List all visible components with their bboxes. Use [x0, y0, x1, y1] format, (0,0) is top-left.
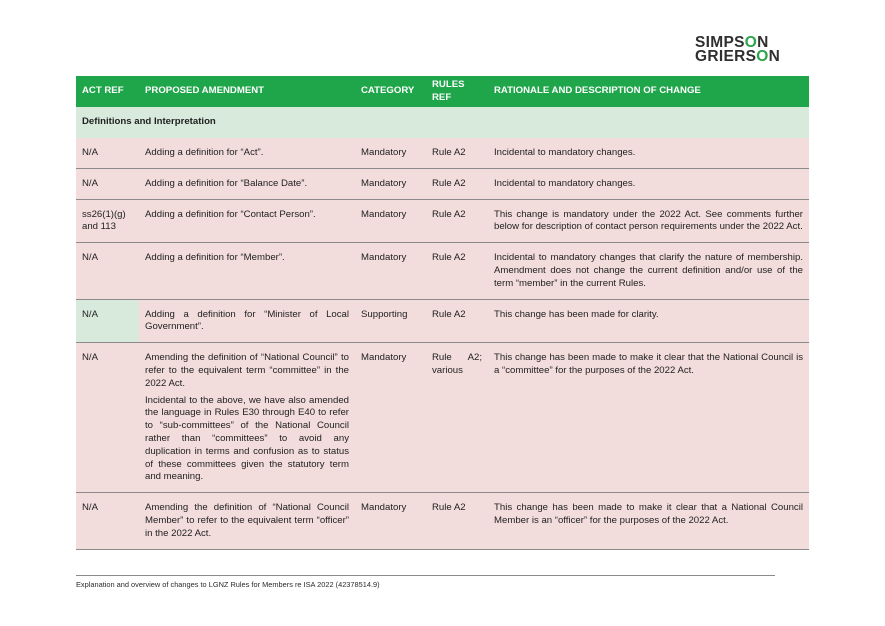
amendment-cell [139, 343, 355, 493]
amendment-cell: Amending the definition of “National Council Member” to refer to the equivalent term “officer” in the 2022 Act. [139, 493, 355, 549]
category-cell: Mandatory [355, 493, 426, 549]
section-title: Definitions and Interpretation [76, 107, 809, 138]
rationale-cell: Incidental to mandatory changes. [488, 168, 809, 199]
logo-line-2 [695, 50, 785, 64]
act-ref-cell: N/A [76, 243, 139, 299]
header-rationale: RATIONALE AND DESCRIPTION OF CHANGE [488, 76, 809, 107]
rationale-cell: Incidental to mandatory changes. [488, 138, 809, 168]
category-cell: Mandatory [355, 243, 426, 299]
act-ref-cell: N/A [76, 493, 139, 549]
amendment-cell: Adding a definition for “Minister of Local Government”. [139, 299, 355, 343]
table-header-row [76, 76, 809, 107]
act-ref-cell: ss26(1)(g) and 113 [76, 199, 139, 243]
rationale-cell: This change has been made to make it clear that a National Council Member is an “officer” for the purposes of the 2022 Act. [488, 493, 809, 549]
table-row [76, 138, 809, 168]
amendment-cell: Adding a definition for “Member”. [139, 243, 355, 299]
act-ref-cell: N/A [76, 168, 139, 199]
rationale-cell: This change has been made for clarity. [488, 299, 809, 343]
logo-text: N [768, 48, 781, 65]
category-cell: Mandatory [355, 199, 426, 243]
amendments-table [76, 76, 809, 550]
rationale-cell: Incidental to mandatory changes that clarify the nature of membership. Amendment does not change the current definition and/or use of the term “member” in the current Rules. [488, 243, 809, 299]
rationale-cell: This change has been made to make it clear that the National Council is a “committee” for the purposes of the 2022 Act. [488, 343, 809, 493]
simpson-grierson-logo [695, 36, 785, 64]
header-proposed-amendment: PROPOSED AMENDMENT [139, 76, 355, 107]
logo-text: N [757, 34, 769, 51]
rules-ref-cell: Rule A2 [426, 299, 488, 343]
logo-o: O [744, 34, 758, 51]
table-row [76, 168, 809, 199]
logo-text: GRIERS [695, 48, 757, 65]
table-row [76, 243, 809, 299]
header-rules-ref: RULES REF [426, 76, 488, 107]
amendment-paragraph: Incidental to the above, we have also amended the language in Rules E30 through E40 to refer to “sub-committees” of the National Council rather than “committees” to avoid any duplication in terms and confusion as to status of these committees given the statutory term and meaning. [145, 394, 349, 483]
table-row [76, 199, 809, 243]
table-row [76, 343, 809, 493]
rules-ref-cell: Rule A2 [426, 493, 488, 549]
rules-ref-cell: Rule A2; various [426, 343, 488, 493]
amendment-paragraph: Amending the definition of “National Council” to refer to the equivalent term “committee” in the 2022 Act. [145, 352, 349, 389]
table-row [76, 299, 809, 343]
header-category: CATEGORY [355, 76, 426, 107]
footer-text: Explanation and overview of changes to LGNZ Rules for Members re ISA 2022 (42378514.9) [76, 580, 380, 589]
act-ref-cell: N/A [76, 343, 139, 493]
rationale-cell: This change is mandatory under the 2022 Act. See comments further below for description of contact person requirements under the 2022 Act. [488, 199, 809, 243]
category-cell: Mandatory [355, 168, 426, 199]
amendment-cell: Adding a definition for “Balance Date”. [139, 168, 355, 199]
rules-ref-cell: Rule A2 [426, 138, 488, 168]
logo-text: SIMPS [695, 34, 745, 51]
act-ref-cell: N/A [76, 299, 139, 343]
header-act-ref: ACT REF [76, 76, 139, 107]
footer-divider [76, 575, 775, 576]
logo-o: O [756, 48, 769, 65]
act-ref-cell: N/A [76, 138, 139, 168]
rules-ref-cell: Rule A2 [426, 199, 488, 243]
category-cell: Mandatory [355, 343, 426, 493]
section-row [76, 107, 809, 138]
rules-ref-cell: Rule A2 [426, 243, 488, 299]
amendment-cell: Adding a definition for “Act”. [139, 138, 355, 168]
category-cell: Supporting [355, 299, 426, 343]
amendment-cell: Adding a definition for “Contact Person”. [139, 199, 355, 243]
table-row [76, 493, 809, 549]
rules-ref-cell: Rule A2 [426, 168, 488, 199]
category-cell: Mandatory [355, 138, 426, 168]
